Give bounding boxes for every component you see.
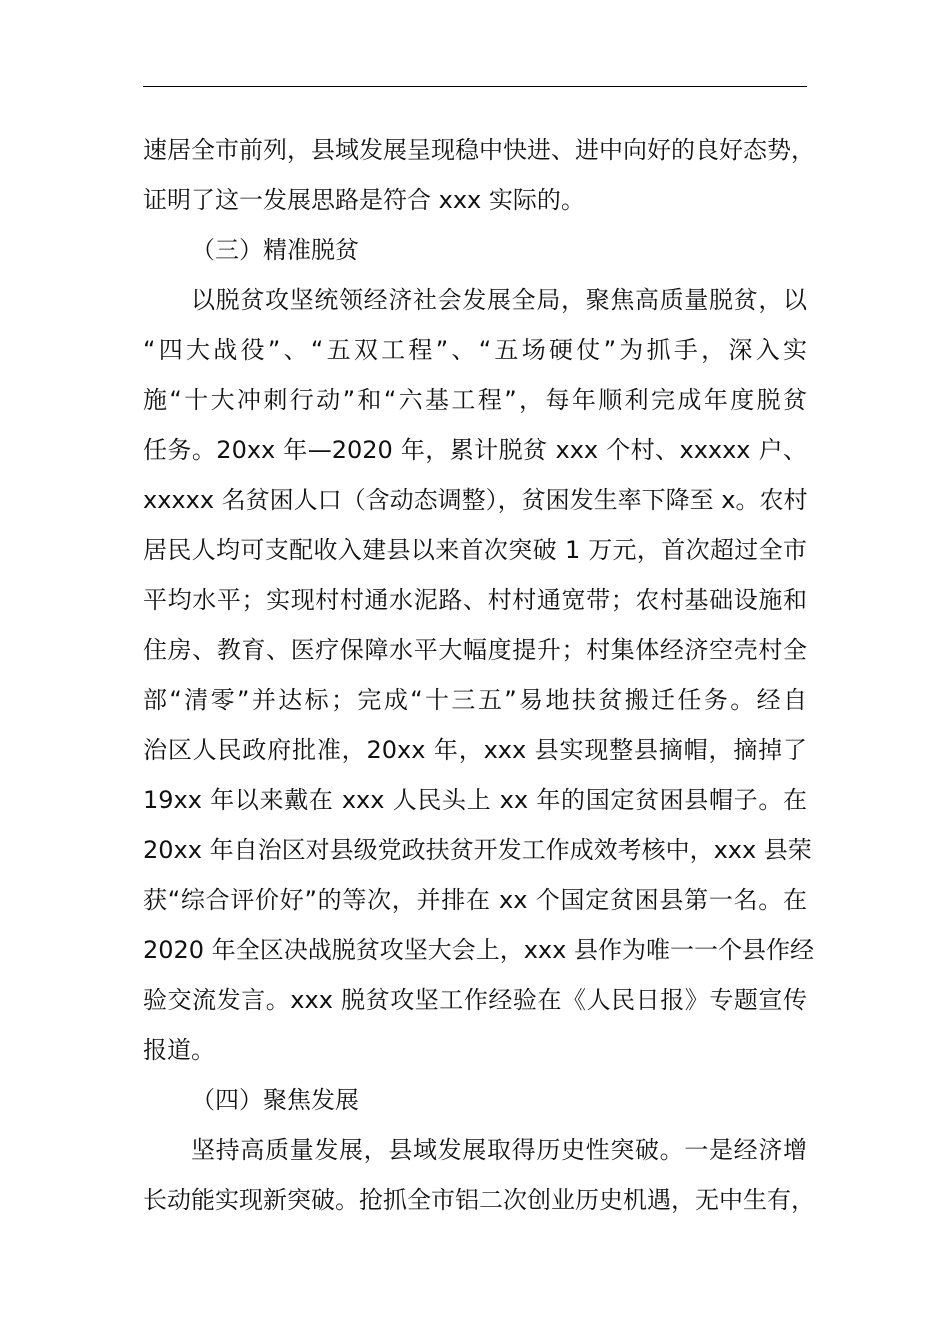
text-line: 2020 年全区决战脱贫攻坚大会上，xxx 县作为唯一一个县作经 [143,936,814,964]
text-line: “四大战役”、“五双工程”、“五场硬仗”为抓手，深入实 [143,336,807,364]
text-line: 住房、教育、医疗保障水平大幅度提升；村集体经济空壳村全 [143,636,807,664]
paragraph-first-line: 以脱贫攻坚统领经济社会发展全局，聚焦高质量脱贫，以 [191,286,807,314]
text-line: xxxxx 名贫困人口（含动态调整），贫困发生率下降至 x。农村 [143,486,808,514]
text-line: 任务。20xx 年—2020 年，累计脱贫 xxx 个村、xxxxx 户、 [143,436,807,464]
text-line: 部“清零”并达标；完成“十三五”易地扶贫搬迁任务。经自 [143,686,807,714]
header-rule [143,86,807,87]
text-line: 速居全市前列，县域发展呈现稳中快进、进中向好的良好态势， [143,136,815,164]
section-heading: （四）聚焦发展 [191,1086,359,1114]
text-line: 平均水平；实现村村通水泥路、村村通宽带；农村基础设施和 [143,586,807,614]
text-line: 报道。 [143,1036,215,1064]
text-line: 20xx 年自治区对县级党政扶贫开发工作成效考核中，xxx 县荣 [143,836,812,864]
text-line: 获“综合评价好”的等次，并排在 xx 个国定贫困县第一名。在 [143,886,807,914]
text-line: 验交流发言。xxx 脱贫攻坚工作经验在《人民日报》专题宣传 [143,986,807,1014]
text-line: 居民人均可支配收入建县以来首次突破 1 万元，首次超过全市 [143,536,807,564]
text-line: 治区人民政府批准，20xx 年，xxx 县实现整县摘帽，摘掉了 [143,736,807,764]
text-line: 长动能实现新突破。抢抓全市铝二次创业历史机遇，无中生有， [143,1186,815,1214]
text-line: 施“十大冲刺行动”和“六基工程”，每年顺利完成年度脱贫 [143,386,807,414]
text-line: 证明了这一发展思路是符合 xxx 实际的。 [143,186,585,214]
text-line: 19xx 年以来戴在 xxx 人民头上 xx 年的国定贫困县帽子。在 [143,786,807,814]
paragraph-first-line: 坚持高质量发展，县域发展取得历史性突破。一是经济增 [191,1136,807,1164]
section-heading: （三）精准脱贫 [191,236,359,264]
